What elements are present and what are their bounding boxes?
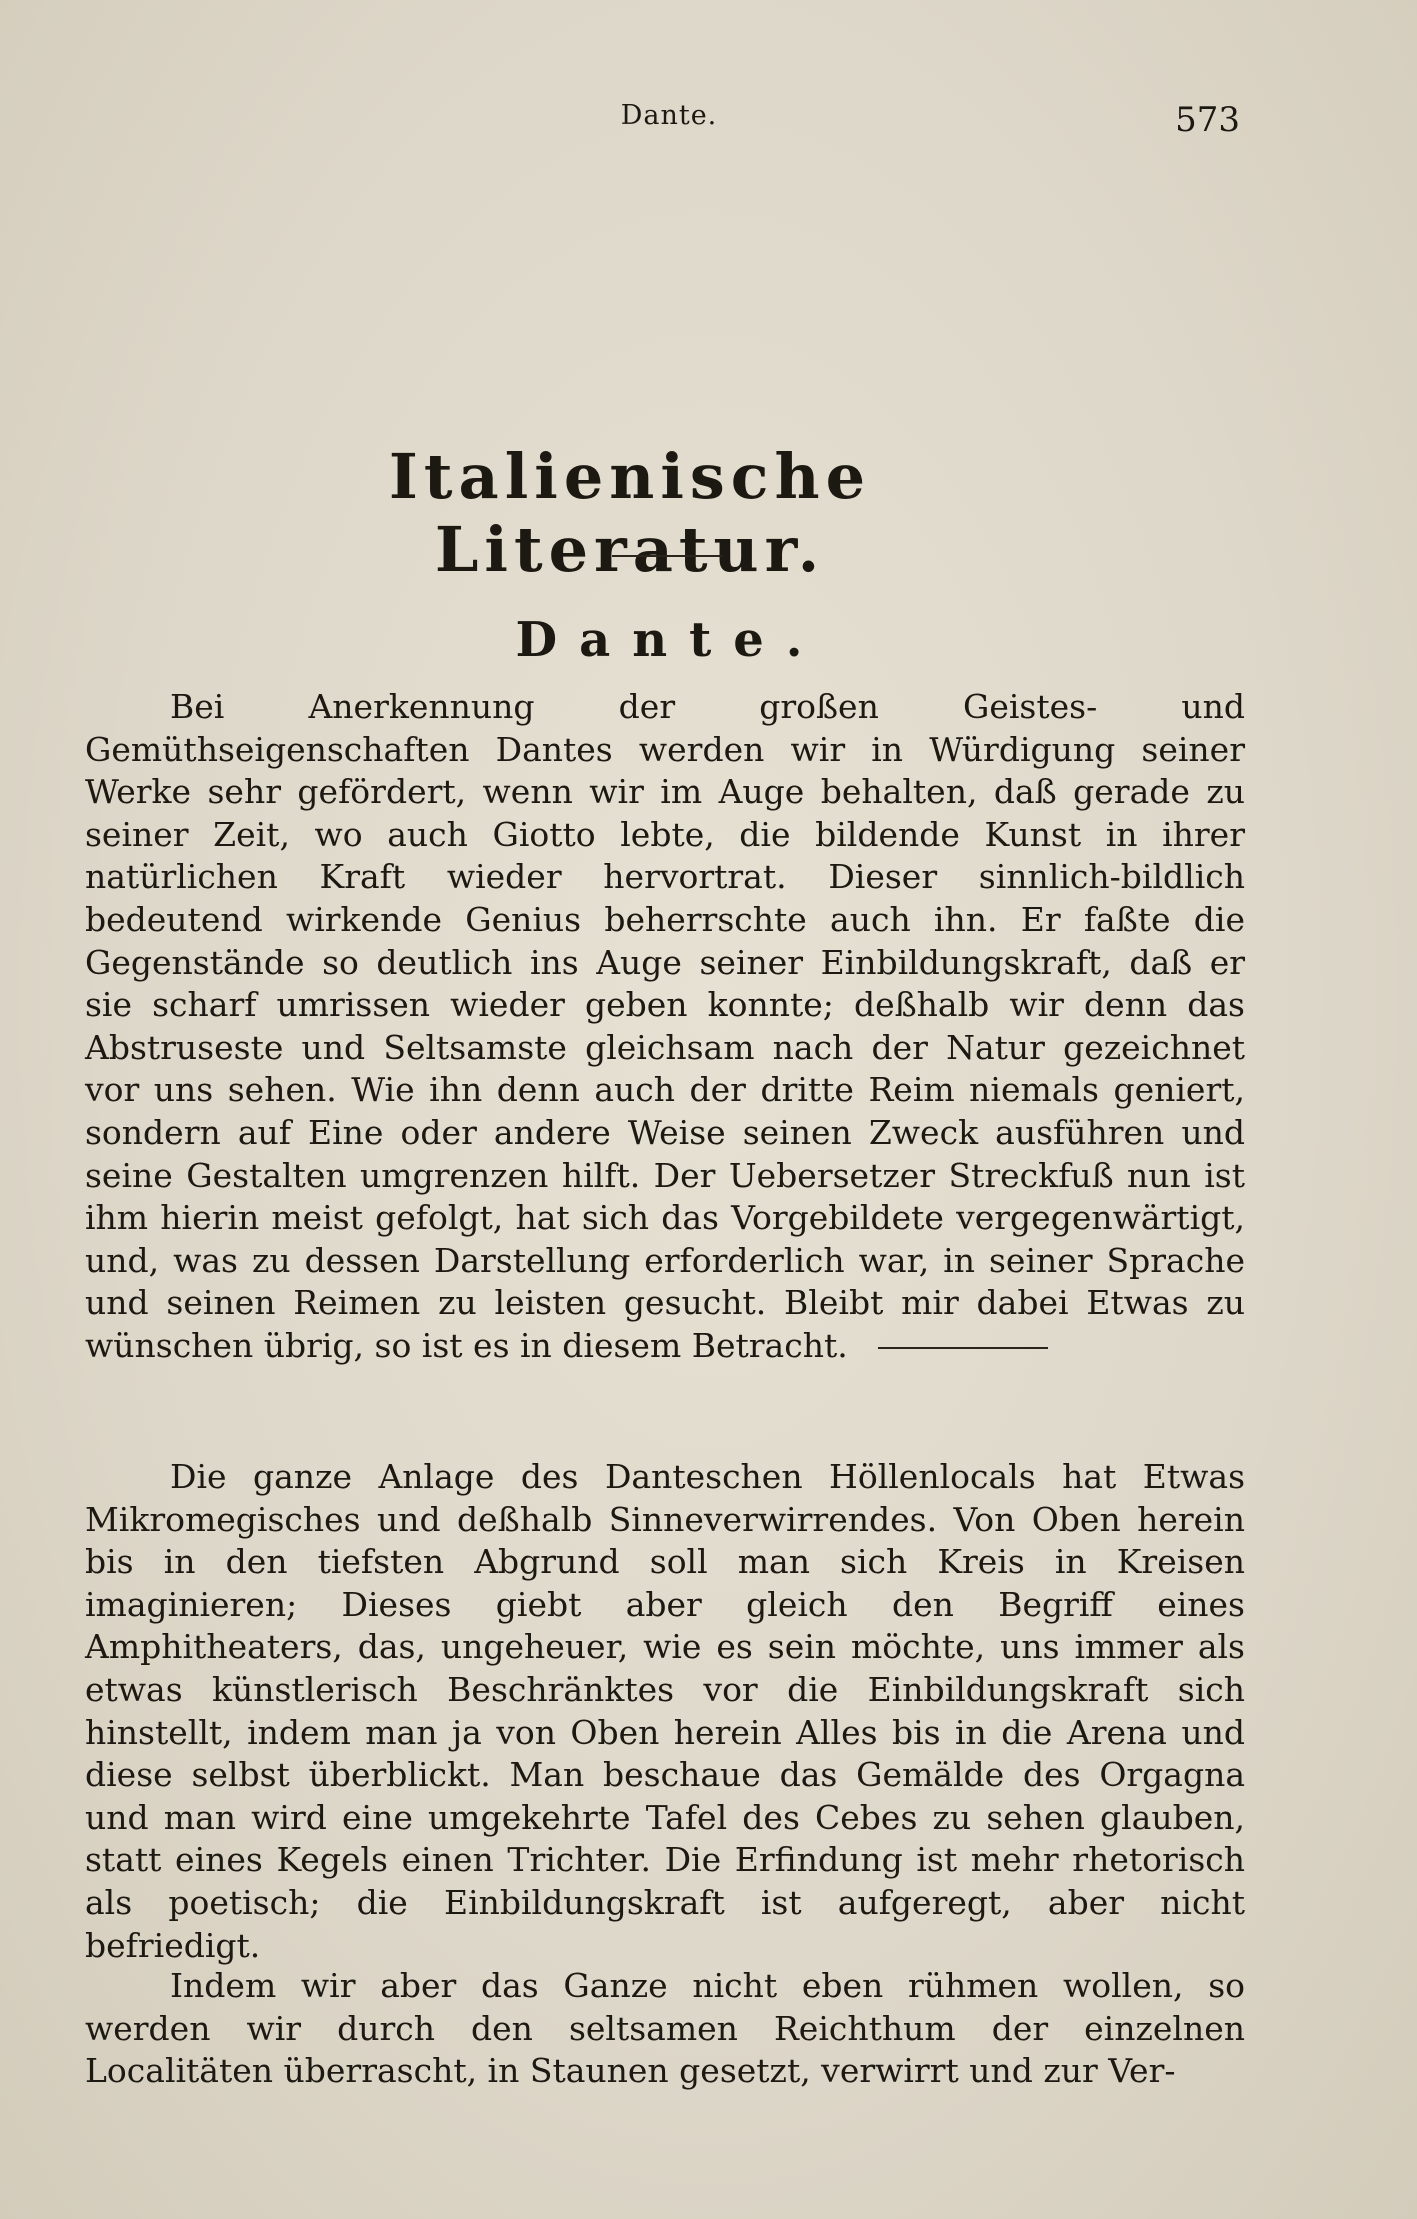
title-divider xyxy=(612,555,722,557)
running-head: Dante. xyxy=(620,100,718,131)
chapter-title: Dante. xyxy=(515,612,825,668)
section-break-rule xyxy=(878,1347,1048,1349)
paragraph-1 xyxy=(85,686,1245,1368)
paragraph-2: Die ganze Anlage des Danteschen Höllenlocals hat Etwas Mikromegisches und deßhalb Sinneverwirrendes. Von Oben herein bis in den tiefsten Abgrund soll man sich Kreis in Kreisen imaginieren; Dieses giebt aber gleich den Begriff eines Amphitheaters, das, ungeheuer, wie es sein möchte, uns immer als etwas künstlerisch Beschränktes vor die Einbildungskraft sich hinstellt, indem man ja von Oben herein Alles bis in die Arena und diese selbst überblickt. Man beschaue das Gemälde des Orgagna und man wird eine umgekehrte Tafel des Cebes zu sehen glauben, statt eines Kegels einen Trichter. Die Erfindung ist mehr rhetorisch als poetisch; die Einbildungskraft ist aufgeregt, aber nicht befriedigt. xyxy=(85,1457,1245,1965)
paragraph-1-text: Bei Anerkennung der großen Geistes- und Gemüthseigenschaften Dantes werden wir in Würdigung seiner Werke sehr gefördert, wenn wir im Auge behalten, daß gerade zu seiner Zeit, wo auch Giotto lebte, die bildende Kunst in ihrer natürlichen Kraft wieder hervortrat. Dieser sinnlich-bildlich bedeutend wirkende Genius beherrschte auch ihn. Er faßte die Gegenstände so deutlich ins Auge seiner Einbildungskraft, daß er sie scharf umrissen wieder geben konnte; deßhalb wir denn das Abstruseste und Seltsamste gleichsam nach der Natur gezeichnet vor uns sehen. Wie ihn denn auch der dritte Reim niemals geniert, sondern auf Eine oder andere Weise seinen Zweck ausführen und seine Gestalten umgrenzen hilft. Der Uebersetzer Streckfuß nun ist ihm hierin meist gefolgt, hat sich das Vorgebildete vergegenwärtigt, und, was zu dessen Darstellung erforderlich war, in seiner Sprache und seinen Reimen zu leisten gesucht. Bleibt mir dabei Etwas zu wünschen übrig, so ist es in diesem Betracht. xyxy=(85,687,1245,1365)
paragraph-3: Indem wir aber das Ganze nicht eben rühmen wollen, so werden wir durch den seltsamen Reichthum der einzelnen Localitäten überrascht, in Staunen gesetzt, verwirrt und zur Ver- xyxy=(85,1966,1245,2091)
section-title: Italienische Literatur. xyxy=(388,440,872,586)
page-number: 573 xyxy=(1175,100,1240,140)
